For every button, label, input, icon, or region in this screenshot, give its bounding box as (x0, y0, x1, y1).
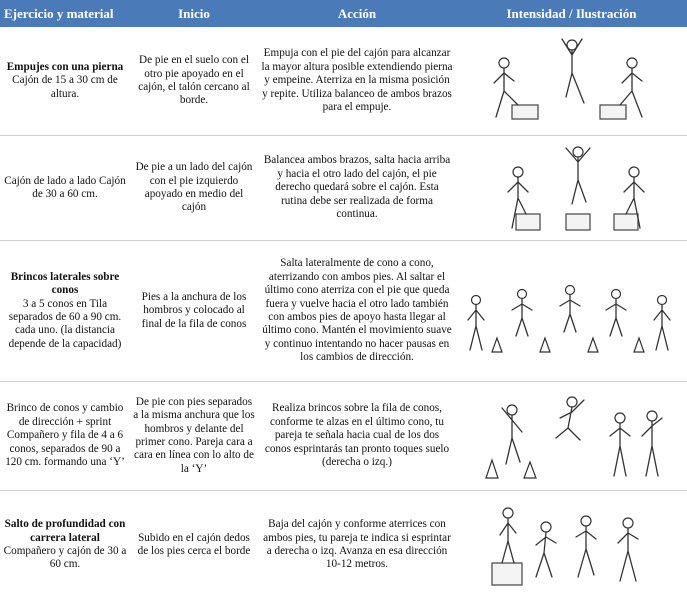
accion-cell: Baja del cajón y conforme aterrices con ambos pies, tu pareja te indica si esprintar a derecha o izq. Avanza en esa dirección 10-12 metros. (263, 518, 451, 571)
inicio-cell: Subido en el cajón dedos de los pies cerca el borde (137, 531, 251, 557)
exercise-material: Cajón de lado a lado Cajón de 30 a 60 cm. (4, 174, 126, 200)
illustration-cell (456, 136, 687, 241)
exercise-cell (0, 27, 130, 136)
table-row (0, 491, 687, 600)
illustration-cell (456, 382, 687, 491)
table-row (0, 382, 687, 491)
lateral-cone-hops-illustration (462, 266, 682, 356)
depth-jump-lateral-run-illustration (482, 497, 662, 593)
header-intensidad: Intensidad / Ilustración (456, 0, 687, 27)
table-row (0, 241, 687, 382)
accion-cell: Salta lateralmente de cono a cono, aterrizando con ambos pies. Al saltar el último cono aterriza con el pie que queda fuera y vuelve hacia el otro lado también con ambos pies de apoyo hasta llegar al último cono. Mantén el movimiento suave y continuo intentando no hacer pausas en los cambios de dirección. (258, 241, 456, 382)
header-ejercicio: Ejercicio y material (0, 0, 130, 27)
inicio-cell: De pie a un lado del cajón con el pie izquierdo apoyado en medio del cajón (130, 136, 258, 241)
accion-cell: Realiza brincos sobre la fila de conos, conforme te alzas en el último cono, tu pareja te señala hacia cual de los dos conos esprintarás tan pronto toques suelo (derecha o izq.) (258, 382, 456, 491)
exercise-cell (0, 136, 130, 241)
exercise-cell (0, 382, 130, 491)
exercise-cell (0, 241, 130, 382)
table-row (0, 136, 687, 241)
exercise-material: Compañero y cajón de 30 a 60 cm. (3, 545, 127, 571)
header-accion: Acción (258, 0, 456, 27)
illustration-cell (456, 491, 687, 600)
single-leg-push-illustration (482, 33, 662, 129)
exercise-material: Cajón de 15 a 30 cm de altura. (12, 74, 118, 100)
exercise-material: 3 a 5 conos en Tila separados de 60 a 90 cm. cada uno. (la distancia depende de la capacidad) (8, 297, 122, 350)
exercise-title: Brincos laterales sobre conos (10, 270, 120, 297)
exercise-cell (0, 491, 130, 600)
inicio-cell: De pie con pies separados a la misma anchura que los hombros y delante del primer cono. Pareja cara a cara en línea con lo alto de la ‘Y’ (130, 382, 258, 491)
accion-cell: Balancea ambos brazos, salta hacia arriba y hacia el otro lado del cajón, el pie derecho quedará sobre el cajón. Esta rutina debe ser realizada de forma continua. (258, 136, 456, 241)
exercise-material: Brinco de conos y cambio de dirección + sprint Compañero y fila de 4 a 6 conos, separados de 90 a 120 cm. formando una ‘Y’ (5, 402, 125, 469)
inicio-cell: De pie en el suelo con el otro pie apoyado en el cajón, el talón cercano al borde. (130, 27, 258, 136)
table-header-row (0, 0, 687, 27)
inicio-cell: Pies a la anchura de los hombros y colocado al final de la fila de conos (130, 241, 258, 382)
side-to-side-box-illustration (482, 140, 662, 236)
illustration-cell (456, 27, 687, 136)
header-inicio: Inicio (130, 0, 258, 27)
table-row (0, 27, 687, 136)
exercise-title: Empujes con una pierna (6, 60, 124, 73)
illustration-cell (456, 241, 687, 382)
exercise-title: Salto de profundidad con carrera lateral (4, 518, 126, 544)
accion-cell: Empuja con el pie del cajón para alcanzar la mayor altura posible extendiendo pierna y empeine. Aterriza en la misma posición y repite. Utiliza balanceo de ambos brazos para el empuje. (258, 27, 456, 136)
cone-hop-sprint-illustration (472, 388, 672, 484)
